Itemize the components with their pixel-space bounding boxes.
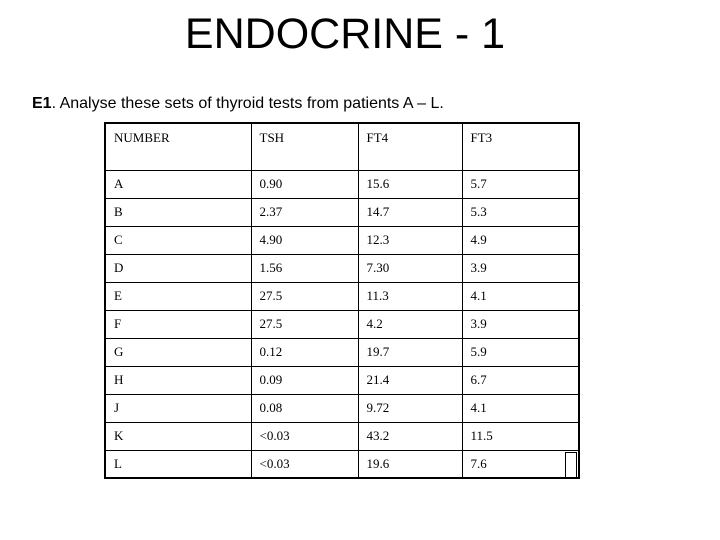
column-header-number: NUMBER bbox=[105, 123, 251, 170]
cell-tsh: 2.37 bbox=[251, 198, 358, 226]
cell-patient: B bbox=[105, 198, 251, 226]
cell-ft4: 4.2 bbox=[358, 310, 462, 338]
cell-patient: C bbox=[105, 226, 251, 254]
cell-tsh: 0.08 bbox=[251, 394, 358, 422]
question-text bbox=[32, 94, 444, 114]
cell-ft3: 4.1 bbox=[462, 282, 579, 310]
table-row bbox=[105, 338, 579, 366]
table-row bbox=[105, 254, 579, 282]
cell-ft4: 19.7 bbox=[358, 338, 462, 366]
cell-ft4: 12.3 bbox=[358, 226, 462, 254]
slide-title: ENDOCRINE - 1 bbox=[184, 10, 506, 58]
cell-ft3: 3.9 bbox=[462, 310, 579, 338]
cell-tsh: 4.90 bbox=[251, 226, 358, 254]
table-row bbox=[105, 310, 579, 338]
cell-tsh: 27.5 bbox=[251, 310, 358, 338]
table-corner-box bbox=[565, 452, 577, 478]
cell-ft4: 19.6 bbox=[358, 450, 462, 478]
cell-tsh: 27.5 bbox=[251, 282, 358, 310]
column-header-ft3: FT3 bbox=[462, 123, 579, 170]
cell-ft3: 7.6 bbox=[462, 450, 579, 478]
table-header-row bbox=[105, 123, 579, 170]
cell-ft3: 3.9 bbox=[462, 254, 579, 282]
table-row bbox=[105, 422, 579, 450]
column-header-tsh: TSH bbox=[251, 123, 358, 170]
column-header-ft4: FT4 bbox=[358, 123, 462, 170]
cell-tsh: <0.03 bbox=[251, 450, 358, 478]
table-row bbox=[105, 170, 579, 198]
cell-ft4: 14.7 bbox=[358, 198, 462, 226]
cell-ft4: 43.2 bbox=[358, 422, 462, 450]
cell-tsh: 0.09 bbox=[251, 366, 358, 394]
question-number: E1 bbox=[32, 95, 52, 112]
cell-ft3: 5.3 bbox=[462, 198, 579, 226]
cell-patient: D bbox=[105, 254, 251, 282]
cell-ft3: 5.7 bbox=[462, 170, 579, 198]
table-row bbox=[105, 226, 579, 254]
cell-patient: L bbox=[105, 450, 251, 478]
cell-ft4: 9.72 bbox=[358, 394, 462, 422]
question-body: . Analyse these sets of thyroid tests from patients A – L. bbox=[51, 95, 444, 112]
table-row bbox=[105, 198, 579, 226]
table-row bbox=[105, 450, 579, 478]
cell-ft4: 7.30 bbox=[358, 254, 462, 282]
cell-ft4: 11.3 bbox=[358, 282, 462, 310]
cell-ft4: 21.4 bbox=[358, 366, 462, 394]
cell-tsh: 0.12 bbox=[251, 338, 358, 366]
cell-ft3: 6.7 bbox=[462, 366, 579, 394]
cell-patient: A bbox=[105, 170, 251, 198]
cell-ft3: 4.9 bbox=[462, 226, 579, 254]
cell-tsh: 1.56 bbox=[251, 254, 358, 282]
cell-tsh: 0.90 bbox=[251, 170, 358, 198]
cell-ft4: 15.6 bbox=[358, 170, 462, 198]
thyroid-tests-table bbox=[104, 122, 580, 479]
table-row bbox=[105, 282, 579, 310]
cell-patient: K bbox=[105, 422, 251, 450]
cell-patient: E bbox=[105, 282, 251, 310]
table-row bbox=[105, 394, 579, 422]
cell-patient: J bbox=[105, 394, 251, 422]
cell-tsh: <0.03 bbox=[251, 422, 358, 450]
cell-patient: G bbox=[105, 338, 251, 366]
cell-ft3: 11.5 bbox=[462, 422, 579, 450]
cell-ft3: 5.9 bbox=[462, 338, 579, 366]
cell-patient: H bbox=[105, 366, 251, 394]
cell-patient: F bbox=[105, 310, 251, 338]
cell-ft3: 4.1 bbox=[462, 394, 579, 422]
table-row bbox=[105, 366, 579, 394]
